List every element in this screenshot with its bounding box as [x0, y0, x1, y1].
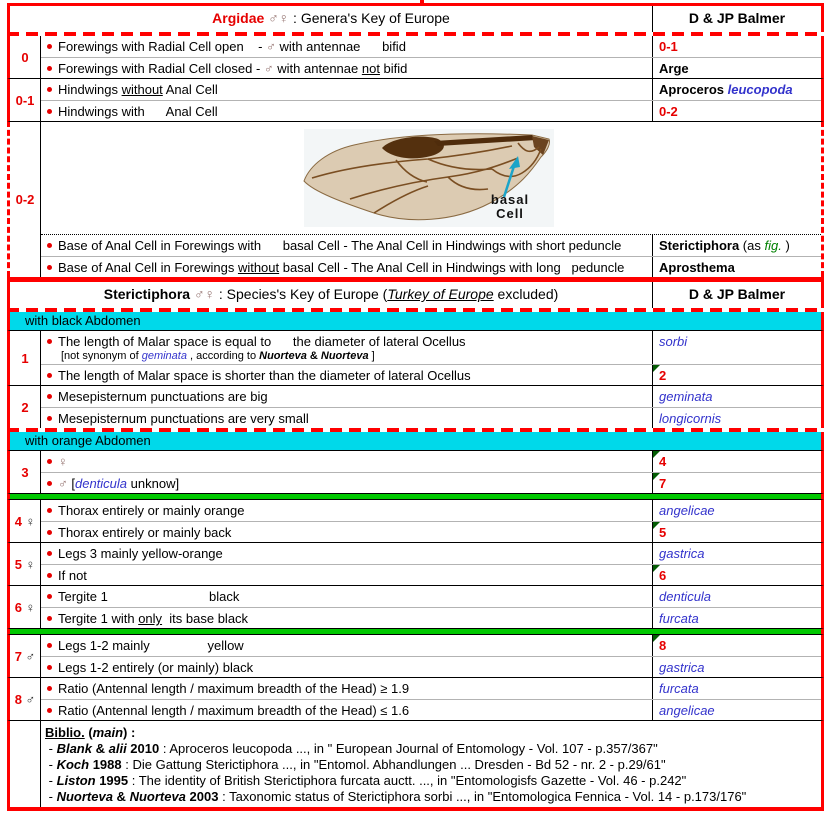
- comment-marker-icon: [653, 365, 660, 372]
- key-couplet-row: [41, 607, 821, 628]
- couplet-rows: [41, 635, 821, 677]
- result-value: Sterictiphora (as fig. ): [659, 238, 790, 253]
- couplet-text: Legs 3 mainly yellow-orange: [41, 543, 653, 564]
- result-value: 8: [659, 638, 667, 653]
- couplet-rows: [41, 586, 821, 628]
- couplet-group: [7, 500, 824, 542]
- result-value: 4: [659, 454, 667, 469]
- bibliography: [7, 720, 824, 811]
- couplet-text: [41, 331, 653, 364]
- couplet-label: 8 ♂: [10, 678, 41, 720]
- result-value: furcata: [659, 611, 699, 626]
- couplet-text-line: The length of Malar space is equal to the diameter of lateral Ocellus: [47, 332, 648, 350]
- green-divider: [7, 628, 824, 635]
- couplet-text: Forewings with Radial Cell open - ♂ with antennae bifid: [41, 36, 653, 57]
- result-value: sorbi: [659, 334, 688, 349]
- couplet-group: [7, 331, 824, 385]
- couplet-label: 7 ♂: [10, 635, 41, 677]
- author-credit: D & JP Balmer: [688, 10, 786, 26]
- key-couplet-row: [41, 699, 821, 720]
- couplet-text: Thorax entirely or mainly orange: [41, 500, 653, 521]
- result-cell: [653, 58, 821, 78]
- couplet-group: [7, 78, 824, 121]
- result-cell: [653, 500, 821, 521]
- section-band: [7, 312, 824, 331]
- biblio-reference: - Koch 1988 : Die Gattung Sterictiphora ..., in "Entomol. Abhandlungen ... Dresden - Bd 52 - nr. 2 - p.29/61": [45, 757, 666, 772]
- couplet-rows: [41, 543, 821, 585]
- couplet-rows: [41, 79, 821, 121]
- comment-marker-icon: [653, 473, 660, 480]
- biblio-reference: - Liston 1995 : The identity of British Sterictiphora furcata auctt. ..., in "Entomologisfs Gazette - Vol. 46 - p.242": [45, 773, 687, 788]
- couplet-label: 3: [10, 451, 41, 493]
- result-cell: [653, 700, 821, 720]
- key-couplet-row: [41, 564, 821, 585]
- couplet-rows: [41, 386, 821, 428]
- key-couplet-row: [41, 79, 821, 100]
- result-cell: [653, 451, 821, 472]
- couplet-text: Mesepisternum punctuations are very small: [41, 408, 653, 428]
- result-value: 0-1: [659, 39, 678, 54]
- couplet-label: 0-1: [10, 79, 41, 121]
- comment-marker-icon: [653, 565, 660, 572]
- wing-figure-area: [41, 122, 821, 235]
- key-couplet-row: [41, 521, 821, 542]
- result-value: Aproceros leucopoda: [659, 82, 793, 97]
- result-cell: [653, 635, 821, 656]
- couplet-group: [7, 385, 824, 428]
- couplet-text: Legs 1-2 entirely (or mainly) black: [41, 657, 653, 677]
- green-divider: [7, 493, 824, 500]
- result-cell: [653, 101, 821, 121]
- key-couplet-row: [41, 386, 821, 407]
- couplet-text: Ratio (Antennal length / maximum breadth of the Head) ≤ 1.6: [41, 700, 653, 720]
- result-cell: [653, 36, 821, 57]
- couplet-note: [not synonym of geminata , according to Nuorteva & Nuorteva ]: [61, 350, 375, 362]
- biblio-reference: - Blank & alii 2010 : Aproceros leucopoda ..., in " European Journal of Entomology - Vol. 107 - p.357/367": [45, 741, 658, 756]
- couplet-group: [7, 677, 824, 720]
- couplet-text: Forewings with Radial Cell closed - ♂ with antennae not bifid: [41, 58, 653, 78]
- couplet-rows: [41, 500, 821, 542]
- key-couplet-row: [41, 500, 821, 521]
- result-value: geminata: [659, 389, 713, 404]
- result-value: gastrica: [659, 660, 705, 675]
- couplet-group: [7, 542, 824, 585]
- couplet-group: [7, 585, 824, 628]
- result-value: Aprosthema: [659, 260, 735, 275]
- result-cell: [653, 235, 821, 256]
- author-credit: D & JP Balmer: [688, 286, 786, 302]
- couplet-label: 5 ♀: [10, 543, 41, 585]
- result-value: longicornis: [659, 411, 722, 426]
- result-value: gastrica: [659, 546, 705, 561]
- couplet-text: Ratio (Antennal length / maximum breadth of the Head) ≥ 1.9: [41, 678, 653, 699]
- key-couplet-row: [41, 451, 821, 472]
- result-value: angelicae: [659, 503, 715, 518]
- key-title: Sterictiphora ♂♀ : Species's Key of Europe (Turkey of Europe excluded): [10, 282, 653, 308]
- result-value: furcata: [659, 681, 699, 696]
- result-value: denticula: [659, 589, 712, 604]
- comment-marker-icon: [653, 522, 660, 529]
- result-value: 6: [659, 568, 667, 583]
- biblio-content: [41, 721, 821, 807]
- couplet-group: [7, 451, 824, 493]
- key-couplet-row: [41, 100, 821, 121]
- key-couplet-row: [41, 331, 821, 364]
- figure-couplet-group: [7, 121, 824, 277]
- key-couplet-row: [41, 472, 821, 493]
- couplet-text: Base of Anal Cell in Forewings without basal Cell - The Anal Cell in Hindwings with long peduncle: [41, 257, 653, 277]
- key-couplet-row: [41, 586, 821, 607]
- key-couplet-row: [41, 635, 821, 656]
- key-couplet-row: [41, 678, 821, 699]
- result-value: 2: [659, 368, 667, 383]
- result-cell: [653, 522, 821, 542]
- result-value: Arge: [659, 61, 689, 76]
- result-cell: [653, 257, 821, 277]
- result-cell: [653, 473, 821, 493]
- couplet-label: 6 ♀: [10, 586, 41, 628]
- result-cell: [653, 586, 821, 607]
- couplet-text: Tergite 1 with only its base black: [41, 608, 653, 628]
- couplet-text: The length of Malar space is shorter than the diameter of lateral Ocellus: [41, 365, 653, 385]
- biblio-label-spacer: [10, 721, 41, 807]
- couplet-text: ♂ [denticula unknow]: [41, 473, 653, 493]
- couplet-text: Thorax entirely or mainly back: [41, 522, 653, 542]
- key-couplet-row: [41, 256, 821, 277]
- couplet-rows: [41, 678, 821, 720]
- key-couplet-row: [41, 235, 821, 256]
- biblio-reference: - Nuorteva & Nuorteva 2003 : Taxonomic status of Sterictiphora sorbi ..., in "Entomologica Fennica - Vol. 14 - p.173/176": [45, 789, 747, 804]
- couplet-text: Hindwings with Anal Cell: [41, 101, 653, 121]
- basal-cell-caption-line1: basal: [490, 192, 530, 207]
- couplet-text: Hindwings without Anal Cell: [41, 79, 653, 100]
- section-band: [7, 432, 824, 451]
- biblio-heading: Biblio. (main) :: [45, 725, 136, 740]
- couplet-label: 4 ♀: [10, 500, 41, 542]
- result-value: 7: [659, 476, 667, 491]
- couplet-text: Base of Anal Cell in Forewings with basal Cell - The Anal Cell in Hindwings with short peduncle: [41, 235, 653, 256]
- couplet-label: 0: [10, 36, 41, 78]
- couplet-rows: [41, 451, 821, 493]
- couplet-text: Tergite 1 black: [41, 586, 653, 607]
- couplet-label: 2: [10, 386, 41, 428]
- comment-marker-icon: [653, 451, 660, 458]
- couplet-rows: [41, 36, 821, 78]
- couplet-label: 1: [10, 331, 41, 385]
- key-couplet-row: [41, 36, 821, 57]
- result-cell: [653, 331, 821, 364]
- result-value: 5: [659, 525, 667, 540]
- key-table: [7, 3, 824, 811]
- couplet-text: If not: [41, 565, 653, 585]
- couplet-rows: [41, 331, 821, 385]
- result-cell: [653, 565, 821, 585]
- couplet-group: [7, 635, 824, 677]
- key-table-header-row: [7, 282, 824, 308]
- couplet-text: Legs 1-2 mainly yellow: [41, 635, 653, 656]
- key-couplet-row: [41, 543, 821, 564]
- result-value: 0-2: [659, 104, 678, 119]
- section-band-label: with black Abdomen: [25, 313, 141, 328]
- key-couplet-row: [41, 407, 821, 428]
- result-cell: [653, 543, 821, 564]
- key-couplet-row: [41, 57, 821, 78]
- couplet-text: Mesepisternum punctuations are big: [41, 386, 653, 407]
- result-cell: [653, 657, 821, 677]
- key-couplet-row: [41, 364, 821, 385]
- couplet-rows: [41, 122, 821, 277]
- result-cell: [653, 608, 821, 628]
- result-value: angelicae: [659, 703, 715, 718]
- couplet-text: ♀: [41, 451, 653, 472]
- result-cell: [653, 386, 821, 407]
- couplet-group: [7, 36, 824, 78]
- key-table-header-row: [7, 3, 824, 32]
- result-cell: [653, 408, 821, 428]
- result-cell: [653, 678, 821, 699]
- result-cell: [653, 79, 821, 100]
- key-couplet-row: [41, 656, 821, 677]
- couplet-label: 0-2: [10, 122, 41, 277]
- comment-marker-icon: [653, 635, 660, 642]
- basal-cell-caption-line2: Cell: [496, 206, 524, 221]
- result-cell: [653, 365, 821, 385]
- key-title: Argidae ♂♀ : Genera's Key of Europe: [10, 6, 653, 32]
- section-band-label: with orange Abdomen: [25, 433, 151, 448]
